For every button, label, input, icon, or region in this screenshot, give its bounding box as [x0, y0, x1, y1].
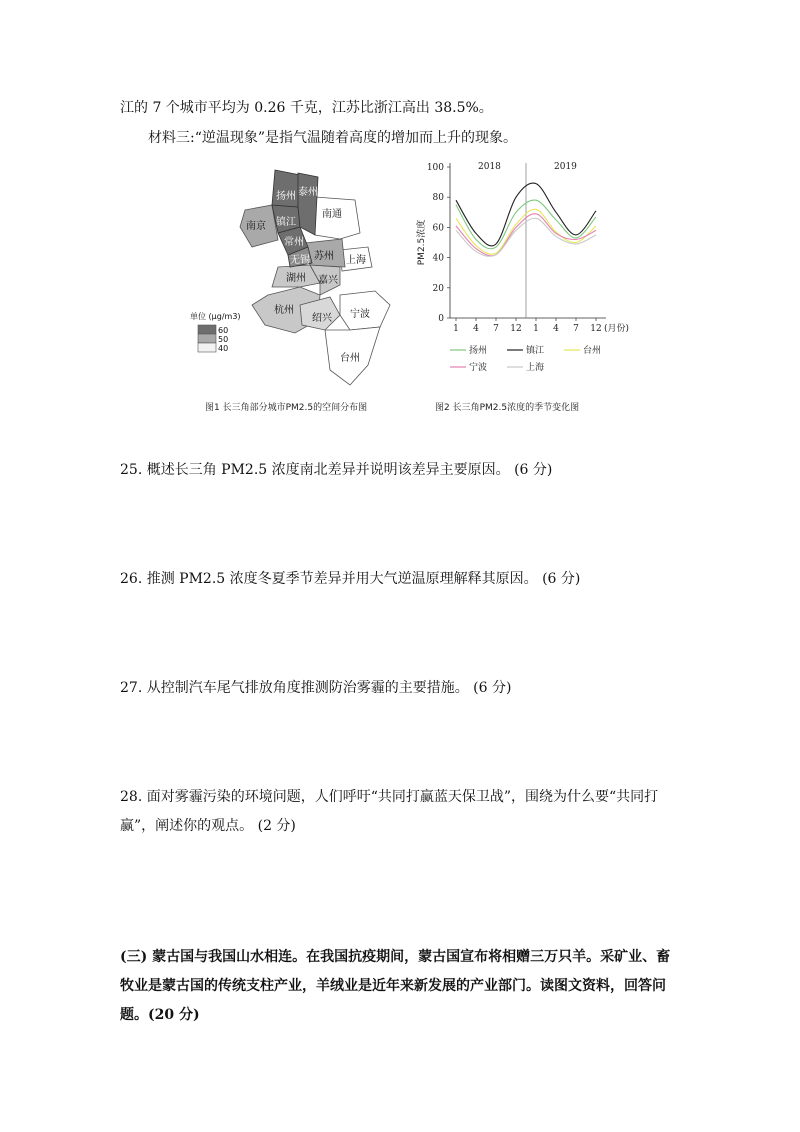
map-label-ningbo: 宁波: [350, 309, 370, 320]
y-axis-label: PM2.5浓度: [417, 219, 427, 266]
question-27: 27. 从控制汽车尾气排放角度推测防治雾霾的主要措施。 (6 分): [120, 680, 512, 696]
chart-caption: 图2 长三角PM2.5浓度的季节变化图: [435, 403, 580, 413]
section-three-line-1: (三) 蒙古国与我国山水相连。在我国抗疫期间，蒙古国宣布将相赠三万只羊。采矿业、畜: [120, 949, 671, 965]
legend-value-40: 40: [218, 344, 229, 353]
figure-area: [190, 155, 630, 420]
legend-swatch-60: [198, 325, 216, 334]
text-line-1: 江的 7 个城市平均为 0.26 千克，江苏比浙江高出 38.5%。: [120, 100, 493, 116]
map-label-nantong: 南通: [322, 209, 342, 220]
y-tick-label: 100: [426, 163, 444, 173]
x-tick-label: 1: [533, 324, 539, 334]
map-label-huzhou: 湖州: [286, 273, 306, 284]
x-tick-label: 12: [590, 324, 602, 334]
y-tick-label: 0: [438, 314, 444, 324]
material-three: 材料三:“逆温现象”是指气温随着高度的增加而上升的现象。: [148, 130, 518, 146]
legend-label-5: 上海: [526, 363, 545, 373]
x-tick-label: 4: [473, 324, 479, 334]
y-tick-label: 60: [432, 223, 444, 234]
y-tick-label: 20: [432, 283, 444, 294]
question-28-line-1: 28. 面对雾霾污染的环境问题，人们呼吁“共同打赢蓝天保卫战”，围绕为什么要“共同打: [120, 789, 659, 805]
legend-label-2: 镇江: [526, 346, 545, 356]
map-label-suzhou: 苏州: [314, 251, 334, 262]
section-three-line-3: 题。(20 分): [120, 1007, 200, 1023]
legend-swatch-50: [198, 334, 216, 343]
question-26: 26. 推测 PM2.5 浓度冬夏季节差异并用大气逆温原理解释其原因。 (6 分): [120, 571, 581, 587]
legend-label-1: 扬州: [469, 346, 488, 356]
map-caption: 图1 长三角部分城市PM2.5的空间分布图: [205, 403, 368, 413]
legend-value-60: 60: [218, 326, 229, 335]
legend-label-3: 台州: [583, 346, 602, 356]
x-tick-label: 12: [510, 324, 522, 334]
y-tick-label: 40: [432, 253, 444, 264]
x-axis-label: (月份): [604, 324, 630, 334]
map-label-taizhou-js: 泰州: [298, 187, 318, 198]
map-label-wuxi: 无锡: [290, 255, 310, 266]
legend-value-50: 50: [218, 335, 229, 344]
x-tick-label: 1: [453, 324, 459, 334]
x-tick-label: 7: [573, 324, 579, 334]
pm25-season-chart: [412, 155, 630, 400]
map-label-nanjing: 南京: [246, 221, 266, 232]
map-label-hangzhou: 杭州: [274, 305, 294, 316]
x-tick-label: 7: [493, 324, 499, 334]
question-25: 25. 概述长三角 PM2.5 浓度南北差异并说明该差异主要原因。 (6 分): [120, 462, 553, 478]
map-label-shaoxing: 绍兴: [312, 313, 332, 324]
y-tick-label: 80: [432, 193, 444, 204]
legend-title: 单位 (μg/m3): [190, 312, 241, 321]
pm25-map: [190, 155, 405, 400]
legend-swatch-40: [198, 343, 216, 352]
legend-label-4: 宁波: [469, 363, 488, 373]
map-label-jiaxing: 嘉兴: [318, 275, 338, 286]
map-label-changzhou: 常州: [284, 237, 304, 248]
period-label-2018: 2018: [478, 162, 501, 172]
map-label-zhenjiang: 镇江: [276, 217, 296, 228]
period-label-2019: 2019: [554, 162, 577, 172]
map-label-shanghai: 上海: [346, 255, 366, 266]
question-28-line-2: 赢”，阐述你的观点。 (2 分): [120, 818, 296, 834]
map-label-yangzhou: 扬州: [276, 191, 296, 202]
region-taizhou-js: [298, 173, 318, 235]
map-label-taizhou-zj: 台州: [340, 353, 360, 364]
section-three-line-2: 牧业是蒙古国的传统支柱产业，羊绒业是近年来新发展的产业部门。读图文资料，回答问: [120, 978, 666, 994]
x-tick-label: 4: [553, 324, 559, 334]
